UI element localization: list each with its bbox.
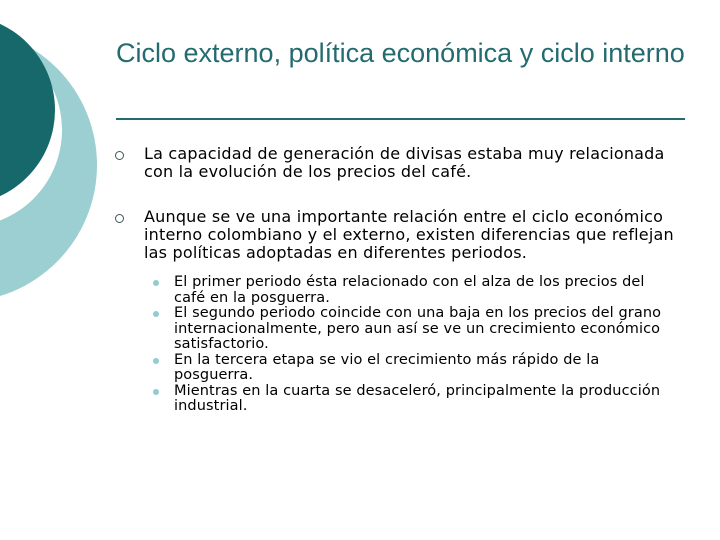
ring-bullet-icon xyxy=(115,214,124,223)
bullet-item xyxy=(114,208,674,415)
sub-bullet-item xyxy=(144,353,674,384)
sub-bullet-list xyxy=(144,275,674,415)
sub-bullet-text: El primer periodo ésta relacionado con el alza de los precios del café en la posguerra. xyxy=(174,274,645,306)
sub-bullet-text: En la tercera etapa se vio el crecimiento más rápido de la posguerra. xyxy=(174,351,600,383)
sub-bullet-item xyxy=(144,384,674,415)
title-divider xyxy=(116,118,685,120)
bullet-text: Aunque se ve una importante relación entre el ciclo económico interno colombiano y el externo, existen diferencias que reflejan las políticas adoptadas en diferentes periodos. xyxy=(144,207,674,262)
dot-bullet-icon xyxy=(153,280,159,286)
sub-bullet-item xyxy=(144,306,674,353)
slide-title: Ciclo externo, política económica y ciclo interno xyxy=(116,38,685,68)
decorative-circles xyxy=(0,0,110,300)
sub-bullet-text: Mientras en la cuarta se desaceleró, principalmente la producción industrial. xyxy=(174,382,661,414)
sub-bullet-text: El segundo periodo coincide con una baja en los precios del grano internacionalmente, pero aun así se ve un crecimiento económico satisfactorio. xyxy=(174,305,662,352)
sub-bullet-item xyxy=(144,275,674,306)
dot-bullet-icon xyxy=(153,311,159,317)
bullet-text: La capacidad de generación de divisas estaba muy relacionada con la evolución de los precios del café. xyxy=(144,144,665,181)
dot-bullet-icon xyxy=(153,358,159,364)
bullet-item xyxy=(114,145,674,181)
dot-bullet-icon xyxy=(153,389,159,395)
bullet-list xyxy=(114,145,674,415)
ring-bullet-icon xyxy=(115,151,124,160)
